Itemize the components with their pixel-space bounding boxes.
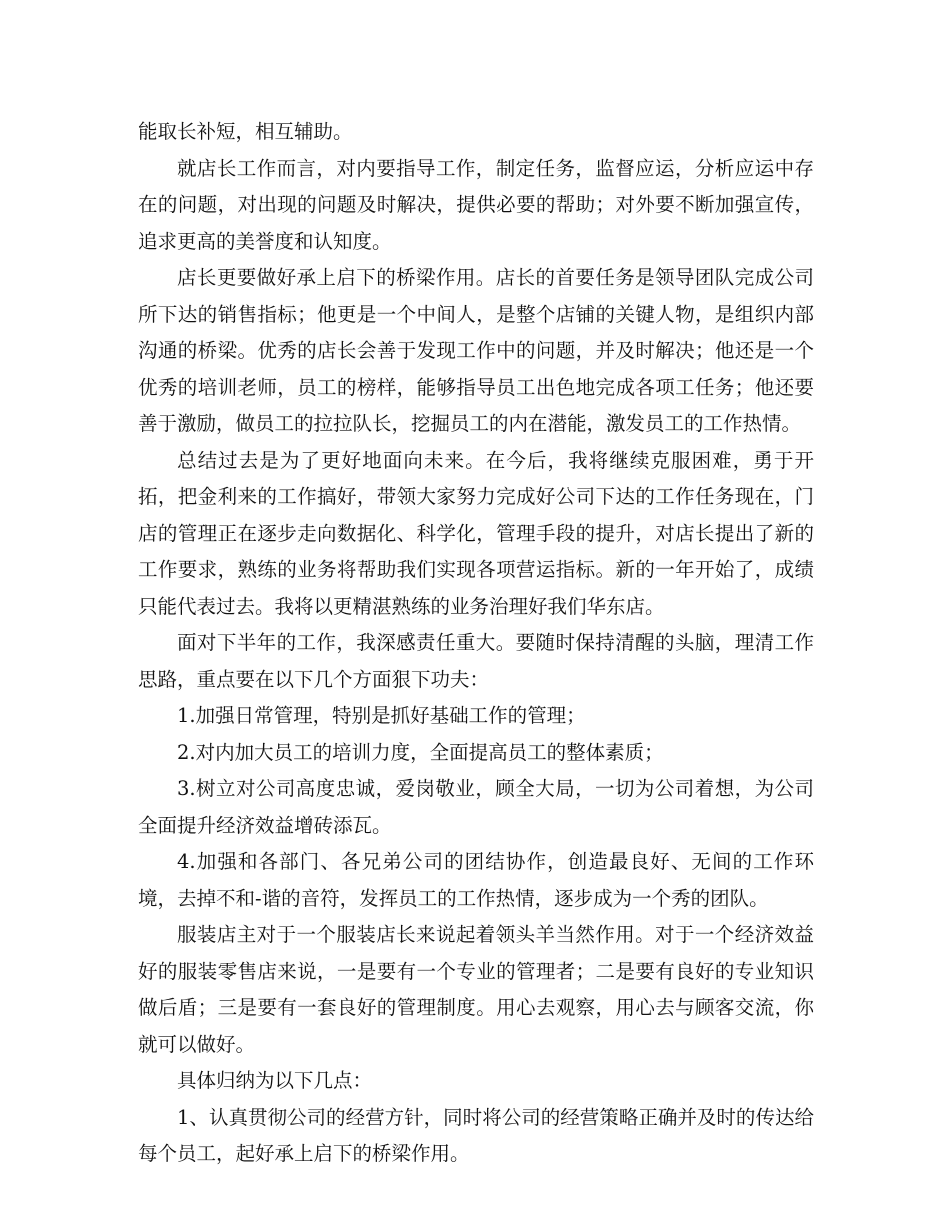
paragraph-11: 具体归纳为以下几点： <box>177 1069 373 1092</box>
list-item-2: 2.对内加大员工的培训力度，全面提高员工的整体素质； <box>177 740 664 764</box>
paragraph-10: 服装店主对于一个服装店长来说起着领头羊当然作用。对于一个经济效益好的服装零售店来说，一是要有一个专业的管理者；二是要有良好的专业知识做后盾；三是要有一套良好的管理制度。用心去观察，用心去与顾客交流，你就可以做好。 <box>138 923 814 1056</box>
list-item-1: 1.加强日常管理，特别是抓好基础工作的管理； <box>177 704 586 727</box>
list-item-3: 3.树立对公司高度忠诚，爱岗敬业，顾全大局，一切为公司着想，为公司全面提升经济效益增砖添瓦。 <box>138 777 814 837</box>
paragraph-1: 能取长补短，相互辅助。 <box>138 120 353 143</box>
paragraph-12: 1、认真贯彻公司的经营方针，同时将公司的经营策略正确并及时的传达给每个员工，起好承上启下的桥梁作用。 <box>138 1105 814 1165</box>
paragraph-2: 就店长工作而言，对内要指导工作，制定任务，监督应运，分析应运中存在的问题，对出现的问题及时解决，提供必要的帮助；对外要不断加强宣传，追求更高的美誉度和认知度。 <box>138 156 814 253</box>
paragraph-5: 面对下半年的工作，我深感责任重大。要随时保持清醒的头脑，理清工作思路，重点要在以下几个方面狠下功夫： <box>138 631 814 691</box>
paragraph-4: 总结过去是为了更好地面向未来。在今后，我将继续克服困难，勇于开拓，把金利来的工作搞好，带领大家努力完成好公司下达的工作任务现在，门店的管理正在逐步走向数据化、科学化，管理手段的提升，对店长提出了新的工作要求，熟练的业务将帮助我们实现各项营运指标。新的一年开始了，成绩只能代表过去。我将以更精湛熟练的业务治理好我们华东店。 <box>138 448 814 618</box>
paragraph-3: 店长更要做好承上启下的桥梁作用。店长的首要任务是领导团队完成公司所下达的销售指标；他更是一个中间人，是整个店铺的关键人物，是组织内部沟通的桥梁。优秀的店长会善于发现工作中的问题，并及时解决；他还是一个优秀的培训老师，员工的榜样，能够指导员工出色地完成各项工任务；他还要善于激励，做员工的拉拉队长，挖掘员工的内在潜能，激发员工的工作热情。 <box>138 266 814 435</box>
list-item-4: 4.加强和各部门、各兄弟公司的团结协作，创造最良好、无间的工作环境，去掉不和-谐的音符，发挥员工的工作热情，逐步成为一个秀的团队。 <box>138 850 814 910</box>
document-body <box>138 114 814 1173</box>
